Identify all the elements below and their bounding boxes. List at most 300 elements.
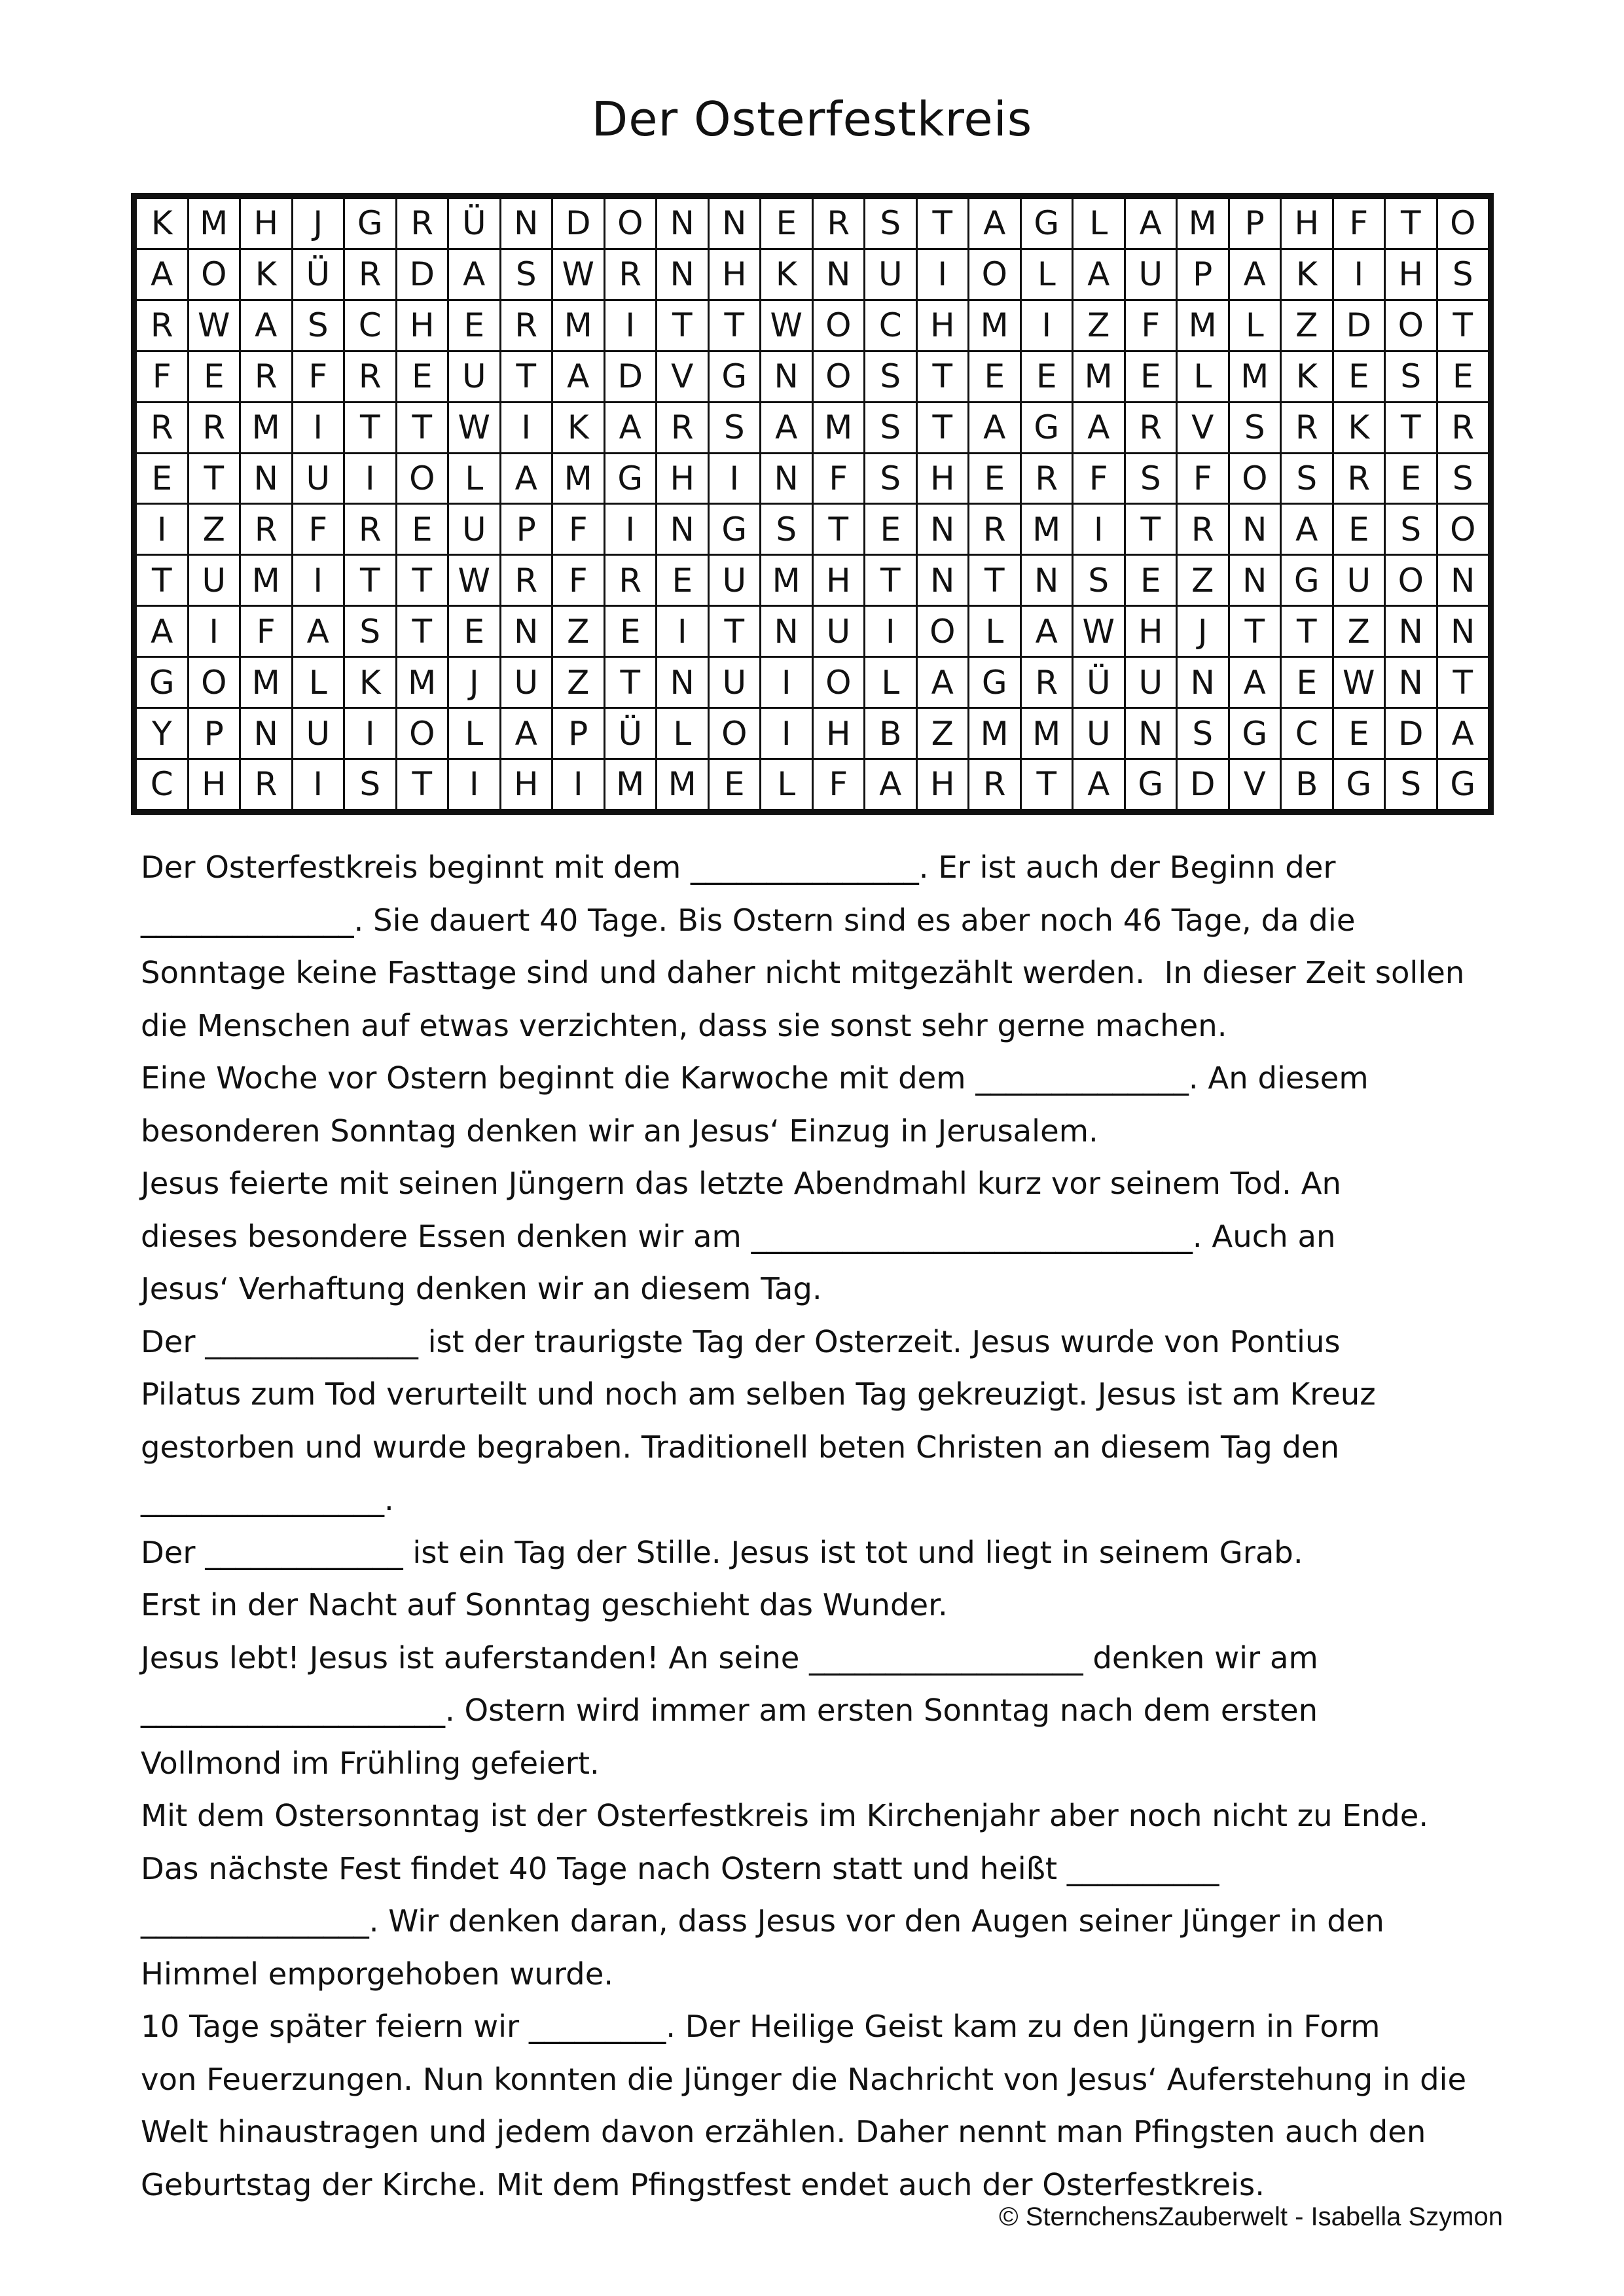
grid-cell[interactable]: E — [969, 351, 1021, 402]
grid-cell[interactable]: T — [1229, 606, 1281, 657]
grid-cell[interactable]: M — [240, 555, 293, 606]
grid-cell[interactable]: O — [1229, 453, 1281, 504]
grid-cell[interactable]: M — [188, 198, 240, 249]
grid-cell[interactable]: D — [396, 249, 448, 300]
grid-cell[interactable]: O — [812, 657, 865, 708]
grid-cell[interactable]: E — [448, 606, 501, 657]
grid-cell[interactable]: T — [657, 300, 709, 351]
grid-cell[interactable]: I — [188, 606, 240, 657]
grid-cell[interactable]: R — [1437, 402, 1489, 453]
grid-cell[interactable]: R — [188, 402, 240, 453]
grid-cell[interactable]: T — [344, 555, 397, 606]
grid-cell[interactable]: M — [396, 657, 448, 708]
grid-cell[interactable]: E — [1125, 555, 1177, 606]
grid-cell[interactable]: G — [1437, 759, 1489, 810]
grid-cell[interactable]: Z — [1281, 300, 1333, 351]
grid-cell[interactable]: E — [969, 453, 1021, 504]
grid-cell[interactable]: A — [1073, 759, 1125, 810]
grid-cell[interactable]: G — [1229, 708, 1281, 759]
grid-cell[interactable]: D — [1333, 300, 1385, 351]
grid-cell[interactable]: Z — [1177, 555, 1229, 606]
grid-cell[interactable]: E — [865, 504, 917, 555]
grid-cell[interactable]: A — [552, 351, 605, 402]
grid-cell[interactable]: A — [136, 249, 189, 300]
grid-cell[interactable]: B — [1281, 759, 1333, 810]
grid-cell[interactable]: G — [344, 198, 397, 249]
grid-cell[interactable]: I — [916, 249, 969, 300]
grid-cell[interactable]: Ü — [604, 708, 657, 759]
grid-cell[interactable]: H — [657, 453, 709, 504]
grid-cell[interactable]: T — [188, 453, 240, 504]
grid-cell[interactable]: M — [240, 402, 293, 453]
grid-cell[interactable]: K — [1281, 351, 1333, 402]
grid-cell[interactable]: T — [708, 606, 761, 657]
grid-cell[interactable]: L — [761, 759, 813, 810]
grid-cell[interactable]: H — [396, 300, 448, 351]
grid-cell[interactable]: T — [916, 198, 969, 249]
grid-cell[interactable]: U — [1125, 249, 1177, 300]
grid-cell[interactable]: N — [1177, 657, 1229, 708]
grid-cell[interactable]: T — [1385, 402, 1437, 453]
grid-cell[interactable]: R — [1281, 402, 1333, 453]
grid-cell[interactable]: R — [1125, 402, 1177, 453]
grid-cell[interactable]: N — [1229, 504, 1281, 555]
grid-cell[interactable]: L — [448, 708, 501, 759]
grid-cell[interactable]: I — [500, 402, 552, 453]
grid-cell[interactable]: P — [1229, 198, 1281, 249]
grid-cell[interactable]: K — [552, 402, 605, 453]
grid-cell[interactable]: G — [969, 657, 1021, 708]
grid-cell[interactable]: E — [1333, 708, 1385, 759]
grid-cell[interactable]: S — [500, 249, 552, 300]
grid-cell[interactable]: T — [916, 351, 969, 402]
grid-cell[interactable]: N — [1385, 606, 1437, 657]
grid-cell[interactable]: I — [136, 504, 189, 555]
grid-cell[interactable]: E — [1333, 504, 1385, 555]
grid-cell[interactable]: S — [344, 759, 397, 810]
grid-cell[interactable]: P — [552, 708, 605, 759]
grid-cell[interactable]: Z — [916, 708, 969, 759]
grid-cell[interactable]: O — [396, 708, 448, 759]
grid-cell[interactable]: O — [1437, 198, 1489, 249]
grid-cell[interactable]: G — [708, 504, 761, 555]
grid-cell[interactable]: U — [708, 555, 761, 606]
grid-cell[interactable]: L — [1073, 198, 1125, 249]
grid-cell[interactable]: T — [396, 759, 448, 810]
grid-cell[interactable]: O — [396, 453, 448, 504]
grid-cell[interactable]: U — [500, 657, 552, 708]
grid-cell[interactable]: F — [292, 351, 344, 402]
grid-cell[interactable]: I — [1333, 249, 1385, 300]
grid-cell[interactable]: N — [1229, 555, 1281, 606]
grid-cell[interactable]: T — [396, 402, 448, 453]
grid-cell[interactable]: H — [916, 759, 969, 810]
grid-cell[interactable]: A — [865, 759, 917, 810]
grid-cell[interactable]: F — [1125, 300, 1177, 351]
grid-cell[interactable]: N — [657, 249, 709, 300]
grid-cell[interactable]: H — [1125, 606, 1177, 657]
grid-cell[interactable]: V — [657, 351, 709, 402]
grid-cell[interactable]: F — [292, 504, 344, 555]
grid-cell[interactable]: G — [1281, 555, 1333, 606]
grid-cell[interactable]: S — [292, 300, 344, 351]
grid-cell[interactable]: D — [1177, 759, 1229, 810]
grid-cell[interactable]: H — [708, 249, 761, 300]
grid-cell[interactable]: O — [1385, 300, 1437, 351]
grid-cell[interactable]: U — [448, 504, 501, 555]
grid-cell[interactable]: L — [1229, 300, 1281, 351]
grid-cell[interactable]: W — [552, 249, 605, 300]
grid-cell[interactable]: N — [500, 198, 552, 249]
grid-cell[interactable]: N — [657, 198, 709, 249]
grid-cell[interactable]: S — [1125, 453, 1177, 504]
grid-cell[interactable]: N — [812, 249, 865, 300]
grid-cell[interactable]: A — [1125, 198, 1177, 249]
grid-cell[interactable]: L — [969, 606, 1021, 657]
grid-cell[interactable]: N — [657, 504, 709, 555]
grid-cell[interactable]: T — [916, 402, 969, 453]
grid-cell[interactable]: H — [812, 555, 865, 606]
grid-cell[interactable]: A — [761, 402, 813, 453]
grid-cell[interactable]: N — [916, 555, 969, 606]
grid-cell[interactable]: R — [604, 555, 657, 606]
grid-cell[interactable]: O — [812, 351, 865, 402]
grid-cell[interactable]: E — [1385, 453, 1437, 504]
grid-cell[interactable]: S — [344, 606, 397, 657]
grid-cell[interactable]: F — [812, 759, 865, 810]
grid-cell[interactable]: T — [500, 351, 552, 402]
grid-cell[interactable]: H — [188, 759, 240, 810]
grid-cell[interactable]: T — [812, 504, 865, 555]
grid-cell[interactable]: C — [1281, 708, 1333, 759]
grid-cell[interactable]: D — [604, 351, 657, 402]
grid-cell[interactable]: O — [708, 708, 761, 759]
grid-cell[interactable]: W — [761, 300, 813, 351]
grid-cell[interactable]: A — [448, 249, 501, 300]
grid-cell[interactable]: A — [292, 606, 344, 657]
grid-cell[interactable]: P — [500, 504, 552, 555]
grid-cell[interactable]: Z — [552, 606, 605, 657]
grid-cell[interactable]: T — [604, 657, 657, 708]
grid-cell[interactable]: I — [865, 606, 917, 657]
grid-cell[interactable]: A — [240, 300, 293, 351]
grid-cell[interactable]: W — [188, 300, 240, 351]
grid-cell[interactable]: A — [969, 402, 1021, 453]
grid-cell[interactable]: F — [552, 504, 605, 555]
grid-cell[interactable]: T — [1125, 504, 1177, 555]
grid-cell[interactable]: S — [1281, 453, 1333, 504]
grid-cell[interactable]: V — [1177, 402, 1229, 453]
grid-cell[interactable]: S — [865, 198, 917, 249]
grid-cell[interactable]: N — [657, 657, 709, 708]
grid-cell[interactable]: G — [1020, 198, 1073, 249]
grid-cell[interactable]: M — [761, 555, 813, 606]
grid-cell[interactable]: F — [240, 606, 293, 657]
grid-cell[interactable]: R — [969, 759, 1021, 810]
grid-cell[interactable]: W — [448, 555, 501, 606]
grid-cell[interactable]: C — [865, 300, 917, 351]
grid-cell[interactable]: U — [188, 555, 240, 606]
grid-cell[interactable]: N — [240, 708, 293, 759]
grid-cell[interactable]: T — [136, 555, 189, 606]
grid-cell[interactable]: K — [344, 657, 397, 708]
grid-cell[interactable]: M — [1020, 708, 1073, 759]
grid-cell[interactable]: T — [396, 606, 448, 657]
grid-cell[interactable]: A — [500, 708, 552, 759]
grid-cell[interactable]: M — [969, 300, 1021, 351]
grid-cell[interactable]: T — [396, 555, 448, 606]
grid-cell[interactable]: I — [344, 708, 397, 759]
grid-cell[interactable]: L — [657, 708, 709, 759]
grid-cell[interactable]: M — [1177, 198, 1229, 249]
grid-cell[interactable]: N — [708, 198, 761, 249]
grid-cell[interactable]: R — [240, 504, 293, 555]
grid-cell[interactable]: A — [916, 657, 969, 708]
grid-cell[interactable]: T — [344, 402, 397, 453]
grid-cell[interactable]: Z — [1073, 300, 1125, 351]
grid-cell[interactable]: A — [136, 606, 189, 657]
grid-cell[interactable]: K — [1281, 249, 1333, 300]
grid-cell[interactable]: U — [292, 453, 344, 504]
grid-cell[interactable]: Ü — [448, 198, 501, 249]
grid-cell[interactable]: U — [865, 249, 917, 300]
grid-cell[interactable]: K — [136, 198, 189, 249]
grid-cell[interactable]: N — [240, 453, 293, 504]
grid-cell[interactable]: N — [1020, 555, 1073, 606]
grid-cell[interactable]: Ü — [1073, 657, 1125, 708]
grid-cell[interactable]: A — [1281, 504, 1333, 555]
grid-cell[interactable]: M — [1020, 504, 1073, 555]
grid-cell[interactable]: D — [1385, 708, 1437, 759]
grid-cell[interactable]: S — [865, 351, 917, 402]
grid-cell[interactable]: T — [1437, 300, 1489, 351]
grid-cell[interactable]: F — [812, 453, 865, 504]
grid-cell[interactable]: R — [1020, 453, 1073, 504]
grid-cell[interactable]: O — [812, 300, 865, 351]
grid-cell[interactable]: S — [1229, 402, 1281, 453]
grid-cell[interactable]: E — [1281, 657, 1333, 708]
grid-cell[interactable]: I — [292, 555, 344, 606]
grid-cell[interactable]: A — [1229, 657, 1281, 708]
grid-cell[interactable]: R — [1177, 504, 1229, 555]
grid-cell[interactable]: O — [188, 249, 240, 300]
grid-cell[interactable]: G — [136, 657, 189, 708]
grid-cell[interactable]: N — [916, 504, 969, 555]
grid-cell[interactable]: R — [500, 555, 552, 606]
grid-cell[interactable]: R — [657, 402, 709, 453]
grid-cell[interactable]: U — [1073, 708, 1125, 759]
grid-cell[interactable]: R — [136, 402, 189, 453]
grid-cell[interactable]: J — [292, 198, 344, 249]
grid-cell[interactable]: H — [1385, 249, 1437, 300]
grid-cell[interactable]: O — [188, 657, 240, 708]
grid-cell[interactable]: O — [1385, 555, 1437, 606]
grid-cell[interactable]: L — [865, 657, 917, 708]
grid-cell[interactable]: Z — [188, 504, 240, 555]
grid-cell[interactable]: S — [1385, 351, 1437, 402]
grid-cell[interactable]: E — [448, 300, 501, 351]
grid-cell[interactable]: I — [657, 606, 709, 657]
grid-cell[interactable]: A — [1437, 708, 1489, 759]
grid-cell[interactable]: S — [1177, 708, 1229, 759]
grid-cell[interactable]: T — [1020, 759, 1073, 810]
grid-cell[interactable]: L — [448, 453, 501, 504]
grid-cell[interactable]: N — [500, 606, 552, 657]
grid-cell[interactable]: T — [1281, 606, 1333, 657]
grid-cell[interactable]: M — [1177, 300, 1229, 351]
grid-cell[interactable]: E — [396, 351, 448, 402]
grid-cell[interactable]: R — [396, 198, 448, 249]
grid-cell[interactable]: S — [1385, 759, 1437, 810]
grid-cell[interactable]: R — [604, 249, 657, 300]
grid-cell[interactable]: N — [1437, 555, 1489, 606]
grid-cell[interactable]: R — [344, 504, 397, 555]
grid-cell[interactable]: G — [1333, 759, 1385, 810]
grid-cell[interactable]: I — [604, 300, 657, 351]
grid-cell[interactable]: N — [1437, 606, 1489, 657]
grid-cell[interactable]: H — [240, 198, 293, 249]
grid-cell[interactable]: A — [1073, 402, 1125, 453]
grid-cell[interactable]: E — [604, 606, 657, 657]
grid-cell[interactable]: S — [761, 504, 813, 555]
grid-cell[interactable]: U — [448, 351, 501, 402]
grid-cell[interactable]: E — [657, 555, 709, 606]
grid-cell[interactable]: R — [136, 300, 189, 351]
grid-cell[interactable]: I — [761, 657, 813, 708]
grid-cell[interactable]: Z — [1333, 606, 1385, 657]
grid-cell[interactable]: R — [500, 300, 552, 351]
grid-cell[interactable]: I — [761, 708, 813, 759]
grid-cell[interactable]: I — [604, 504, 657, 555]
grid-cell[interactable]: N — [1125, 708, 1177, 759]
grid-cell[interactable]: T — [708, 300, 761, 351]
grid-cell[interactable]: S — [1073, 555, 1125, 606]
grid-cell[interactable]: C — [136, 759, 189, 810]
grid-cell[interactable]: E — [188, 351, 240, 402]
grid-cell[interactable]: H — [1281, 198, 1333, 249]
grid-cell[interactable]: A — [604, 402, 657, 453]
grid-cell[interactable]: T — [1437, 657, 1489, 708]
grid-cell[interactable]: R — [344, 351, 397, 402]
grid-cell[interactable]: R — [1020, 657, 1073, 708]
grid-cell[interactable]: H — [500, 759, 552, 810]
grid-cell[interactable]: H — [812, 708, 865, 759]
grid-cell[interactable]: E — [761, 198, 813, 249]
grid-cell[interactable]: L — [1177, 351, 1229, 402]
grid-cell[interactable]: R — [969, 504, 1021, 555]
grid-cell[interactable]: U — [812, 606, 865, 657]
grid-cell[interactable]: I — [292, 759, 344, 810]
grid-cell[interactable]: M — [1229, 351, 1281, 402]
grid-cell[interactable]: N — [1385, 657, 1437, 708]
grid-cell[interactable]: E — [1020, 351, 1073, 402]
grid-cell[interactable]: J — [1177, 606, 1229, 657]
grid-cell[interactable]: J — [448, 657, 501, 708]
grid-cell[interactable]: W — [1333, 657, 1385, 708]
grid-cell[interactable]: O — [1437, 504, 1489, 555]
grid-cell[interactable]: M — [552, 453, 605, 504]
grid-cell[interactable]: H — [916, 453, 969, 504]
grid-cell[interactable]: S — [1437, 453, 1489, 504]
grid-cell[interactable]: I — [1073, 504, 1125, 555]
grid-cell[interactable]: O — [969, 249, 1021, 300]
grid-cell[interactable]: O — [604, 198, 657, 249]
grid-cell[interactable]: M — [240, 657, 293, 708]
grid-cell[interactable]: R — [344, 249, 397, 300]
grid-cell[interactable]: H — [916, 300, 969, 351]
grid-cell[interactable]: U — [292, 708, 344, 759]
grid-cell[interactable]: F — [136, 351, 189, 402]
grid-cell[interactable]: M — [552, 300, 605, 351]
grid-cell[interactable]: G — [1020, 402, 1073, 453]
grid-cell[interactable]: K — [1333, 402, 1385, 453]
grid-cell[interactable]: V — [1229, 759, 1281, 810]
grid-cell[interactable]: F — [1177, 453, 1229, 504]
grid-cell[interactable]: G — [1125, 759, 1177, 810]
grid-cell[interactable]: M — [969, 708, 1021, 759]
grid-cell[interactable]: Ü — [292, 249, 344, 300]
grid-cell[interactable]: Y — [136, 708, 189, 759]
grid-cell[interactable]: T — [865, 555, 917, 606]
grid-cell[interactable]: S — [708, 402, 761, 453]
grid-cell[interactable]: N — [761, 606, 813, 657]
grid-cell[interactable]: A — [969, 198, 1021, 249]
grid-cell[interactable]: W — [1073, 606, 1125, 657]
grid-cell[interactable]: R — [812, 198, 865, 249]
grid-cell[interactable]: I — [1020, 300, 1073, 351]
grid-cell[interactable]: R — [1333, 453, 1385, 504]
grid-cell[interactable]: E — [708, 759, 761, 810]
grid-cell[interactable]: S — [1385, 504, 1437, 555]
grid-cell[interactable]: I — [448, 759, 501, 810]
grid-cell[interactable]: Z — [552, 657, 605, 708]
grid-cell[interactable]: A — [1073, 249, 1125, 300]
grid-cell[interactable]: M — [604, 759, 657, 810]
grid-cell[interactable]: S — [865, 402, 917, 453]
grid-cell[interactable]: E — [1333, 351, 1385, 402]
grid-cell[interactable]: M — [657, 759, 709, 810]
grid-cell[interactable]: E — [1437, 351, 1489, 402]
grid-cell[interactable]: K — [240, 249, 293, 300]
grid-cell[interactable]: E — [136, 453, 189, 504]
grid-cell[interactable]: D — [552, 198, 605, 249]
grid-cell[interactable]: A — [1020, 606, 1073, 657]
grid-cell[interactable]: F — [552, 555, 605, 606]
grid-cell[interactable]: U — [1125, 657, 1177, 708]
grid-cell[interactable]: N — [761, 453, 813, 504]
grid-cell[interactable]: O — [916, 606, 969, 657]
grid-cell[interactable]: A — [1229, 249, 1281, 300]
grid-cell[interactable]: R — [240, 759, 293, 810]
grid-cell[interactable]: U — [1333, 555, 1385, 606]
grid-cell[interactable]: I — [708, 453, 761, 504]
grid-cell[interactable]: B — [865, 708, 917, 759]
grid-cell[interactable]: T — [1385, 198, 1437, 249]
grid-cell[interactable]: N — [761, 351, 813, 402]
grid-cell[interactable]: C — [344, 300, 397, 351]
grid-cell[interactable]: I — [292, 402, 344, 453]
grid-cell[interactable]: E — [1125, 351, 1177, 402]
grid-cell[interactable]: G — [604, 453, 657, 504]
grid-cell[interactable]: S — [1437, 249, 1489, 300]
grid-cell[interactable]: M — [1073, 351, 1125, 402]
grid-cell[interactable]: S — [865, 453, 917, 504]
grid-cell[interactable]: L — [1020, 249, 1073, 300]
grid-cell[interactable]: A — [500, 453, 552, 504]
grid-cell[interactable]: I — [344, 453, 397, 504]
grid-cell[interactable]: L — [292, 657, 344, 708]
grid-cell[interactable]: T — [969, 555, 1021, 606]
